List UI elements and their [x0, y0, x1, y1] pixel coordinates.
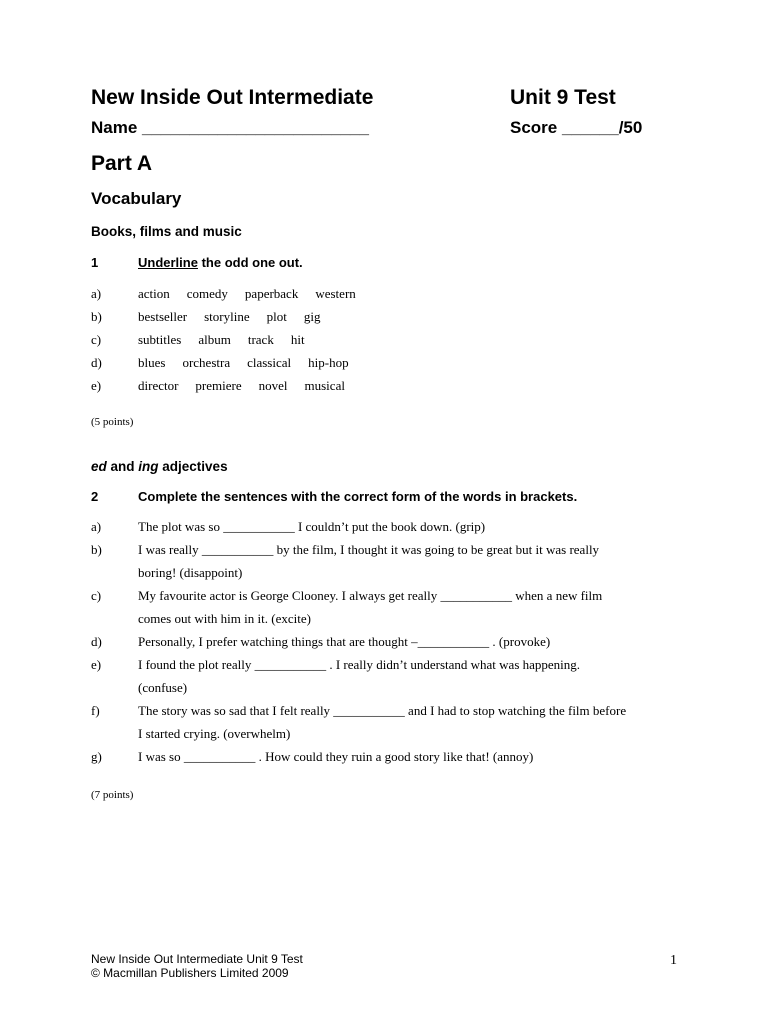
unit-title: Unit 9 Test [510, 86, 616, 109]
vocabulary-word: storyline [204, 309, 250, 324]
name-field-label: Name ________________________ [91, 118, 369, 137]
footer-copyright: © Macmillan Publishers Limited 2009 [91, 966, 289, 980]
document-title: New Inside Out Intermediate [91, 86, 374, 109]
vocabulary-word: novel [258, 378, 288, 393]
item-letter: c) [91, 332, 102, 347]
vocabulary-word: subtitles [138, 332, 182, 347]
footer-line-1: New Inside Out Intermediate Unit 9 Test [91, 952, 303, 966]
item-letter: b) [91, 542, 102, 557]
question-instruction: Complete the sentences with the correct form of the words in brackets. [138, 489, 578, 504]
sentence-line: I was so ___________ . How could they ruin a good story like that! (annoy) [138, 749, 534, 764]
vocabulary-word: hip-hop [308, 355, 349, 370]
vocabulary-word: gig [303, 309, 321, 324]
adjectives-text: adjectives [158, 459, 228, 474]
page-number: 1 [670, 953, 677, 968]
item-letter: e) [91, 378, 102, 393]
vocabulary-word: premiere [195, 378, 242, 393]
sentence-line: I was really ___________ by the film, I thought it was going to be great but it was really [138, 542, 600, 557]
word-group [138, 332, 322, 348]
vocabulary-word: album [198, 332, 231, 347]
item-letter: e) [91, 657, 102, 672]
sentence-line: (confuse) [138, 680, 188, 695]
word-group [138, 355, 366, 371]
vocabulary-word: bestseller [138, 309, 188, 324]
item-letter: c) [91, 588, 102, 603]
sentence-line: My favourite actor is George Clooney. I always get really ___________ when a new film [138, 588, 603, 603]
vocabulary-word: track [247, 332, 274, 347]
word-group [138, 378, 362, 394]
sentence-line: The story was so sad that I felt really ___________ and I had to stop watching the film before [138, 703, 627, 718]
word-group [138, 309, 337, 325]
vocabulary-word: plot [266, 309, 287, 324]
vocabulary-word: classical [247, 355, 292, 370]
vocabulary-word: action [138, 286, 170, 301]
vocabulary-word: western [315, 286, 356, 301]
question-number: 1 [91, 255, 99, 270]
item-letter: a) [91, 519, 102, 534]
vocabulary-word: director [138, 378, 179, 393]
vocabulary-word: orchestra [182, 355, 231, 370]
sentence-line: comes out with him in it. (excite) [138, 611, 311, 626]
instruction-text: the odd one out. [197, 255, 303, 270]
sentence-line: Personally, I prefer watching things that are thought –___________ . (provoke) [138, 634, 551, 649]
sentence-line: boring! (disappoint) [138, 565, 243, 580]
score-field-label: Score ______/50 [510, 118, 643, 137]
subsection-heading-adjectives [91, 459, 228, 474]
ed-italic: ed [91, 459, 107, 474]
item-letter: a) [91, 286, 102, 301]
vocabulary-word: comedy [186, 286, 228, 301]
sentence-line: I found the plot really ___________ . I really didn’t understand what was happening. [138, 657, 581, 672]
item-letter: d) [91, 355, 102, 370]
points-label: (7 points) [91, 789, 134, 801]
vocabulary-word: musical [304, 378, 345, 393]
sentence-line: I started crying. (overwhelm) [138, 726, 291, 741]
instruction-underlined-word: Underline [138, 255, 198, 270]
question-number: 2 [91, 489, 99, 504]
item-letter: f) [91, 703, 100, 718]
points-label: (5 points) [91, 416, 134, 428]
vocabulary-word: hit [290, 332, 305, 347]
vocabulary-word: paperback [244, 286, 299, 301]
question-instruction [138, 255, 303, 270]
item-letter: b) [91, 309, 102, 324]
sentence-line: The plot was so ___________ I couldn’t put the book down. (grip) [138, 519, 486, 534]
part-heading: Part A [91, 152, 153, 175]
and-text: and [106, 459, 139, 474]
section-heading: Vocabulary [91, 189, 182, 208]
subsection-heading: Books, films and music [91, 224, 242, 239]
ing-italic: ing [138, 459, 159, 474]
word-group [138, 286, 373, 302]
item-letter: g) [91, 749, 102, 764]
item-letter: d) [91, 634, 102, 649]
vocabulary-word: blues [138, 355, 166, 370]
